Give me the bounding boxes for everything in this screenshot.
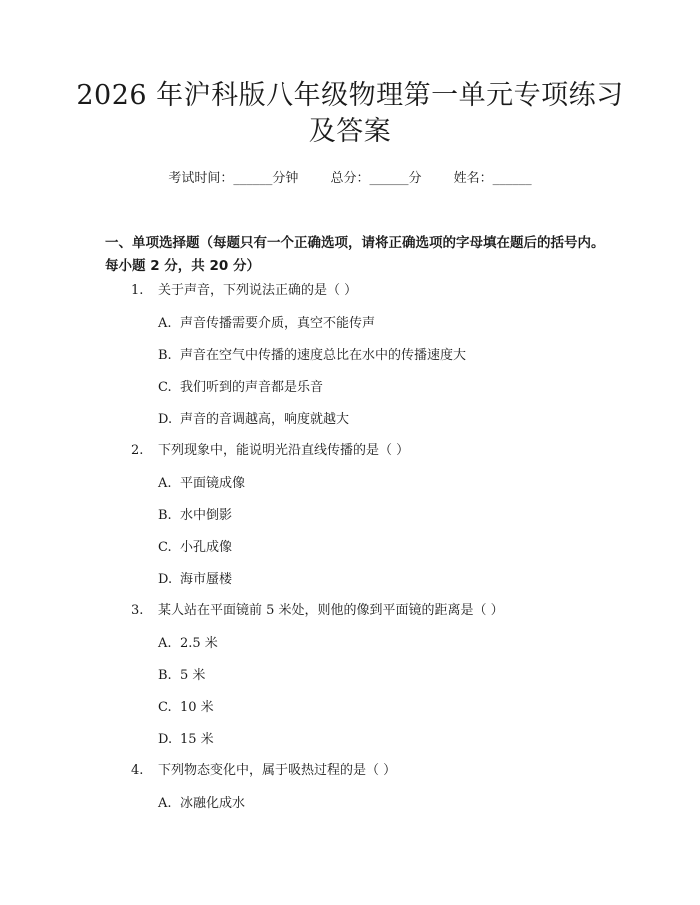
question-4 <box>131 762 396 780</box>
option-text: 冰融化成水 <box>180 796 246 811</box>
exam-time: 考试时间：______分钟 <box>168 171 299 186</box>
option-text: 我们听到的声音都是乐音 <box>180 380 324 395</box>
option-text: 小孔成像 <box>180 540 233 555</box>
option-3a <box>158 635 218 653</box>
option-text: 声音传播需要介质，真空不能传声 <box>180 316 376 331</box>
student-name: 姓名：______ <box>453 171 532 186</box>
option-letter: A. <box>158 796 172 811</box>
option-letter: A. <box>158 636 172 651</box>
option-2d <box>158 571 232 589</box>
option-text: 2.5 米 <box>180 636 218 651</box>
option-2b <box>158 507 232 525</box>
option-2c <box>158 539 232 557</box>
option-4a <box>158 795 245 813</box>
question-3 <box>131 602 504 620</box>
option-text: 海市蜃楼 <box>180 572 233 587</box>
option-text: 15 米 <box>180 732 214 747</box>
title-line-2: 及答案 <box>308 116 392 147</box>
option-letter: C. <box>158 380 172 395</box>
option-letter: A. <box>158 316 172 331</box>
option-1c <box>158 379 323 397</box>
option-letter: C. <box>158 700 172 715</box>
total-score: 总分：______分 <box>330 171 422 186</box>
question-number: 4. <box>131 763 144 778</box>
option-3d <box>158 731 214 749</box>
option-3c <box>158 699 214 717</box>
option-1d <box>158 411 349 429</box>
exam-meta <box>0 170 700 188</box>
question-2 <box>131 442 409 460</box>
option-letter: A. <box>158 476 172 491</box>
document-title <box>0 78 700 150</box>
question-number: 1. <box>131 283 144 298</box>
option-letter: B. <box>158 668 172 683</box>
option-1a <box>158 315 375 333</box>
option-3b <box>158 667 205 685</box>
question-number: 3. <box>131 603 144 618</box>
option-letter: D. <box>158 412 173 427</box>
question-text: 下列物态变化中，属于吸热过程的是（ ） <box>158 763 397 778</box>
option-text: 声音的音调越高，响度就越大 <box>180 412 350 427</box>
option-2a <box>158 475 245 493</box>
option-letter: D. <box>158 572 173 587</box>
option-text: 声音在空气中传播的速度总比在水中的传播速度大 <box>180 348 467 363</box>
option-text: 平面镜成像 <box>180 476 246 491</box>
title-line-1: 2026 年沪科版八年级物理第一单元专项练习 <box>76 80 624 111</box>
option-letter: D. <box>158 732 173 747</box>
question-text: 下列现象中，能说明光沿直线传播的是（ ） <box>158 443 410 458</box>
option-text: 水中倒影 <box>180 508 233 523</box>
option-1b <box>158 347 466 365</box>
option-letter: B. <box>158 508 172 523</box>
section-heading: 一、单项选择题（每题只有一个正确选项，请将正确选项的字母填在题后的括号内。每小题 2 分，共 20 分） <box>105 235 605 274</box>
option-letter: C. <box>158 540 172 555</box>
question-1 <box>131 282 357 300</box>
option-letter: B. <box>158 348 172 363</box>
question-text: 某人站在平面镜前 5 米处，则他的像到平面镜的距离是（ ） <box>158 603 504 618</box>
option-text: 10 米 <box>180 700 214 715</box>
option-text: 5 米 <box>180 668 206 683</box>
question-text: 关于声音，下列说法正确的是（ ） <box>158 283 358 298</box>
question-number: 2. <box>131 443 144 458</box>
